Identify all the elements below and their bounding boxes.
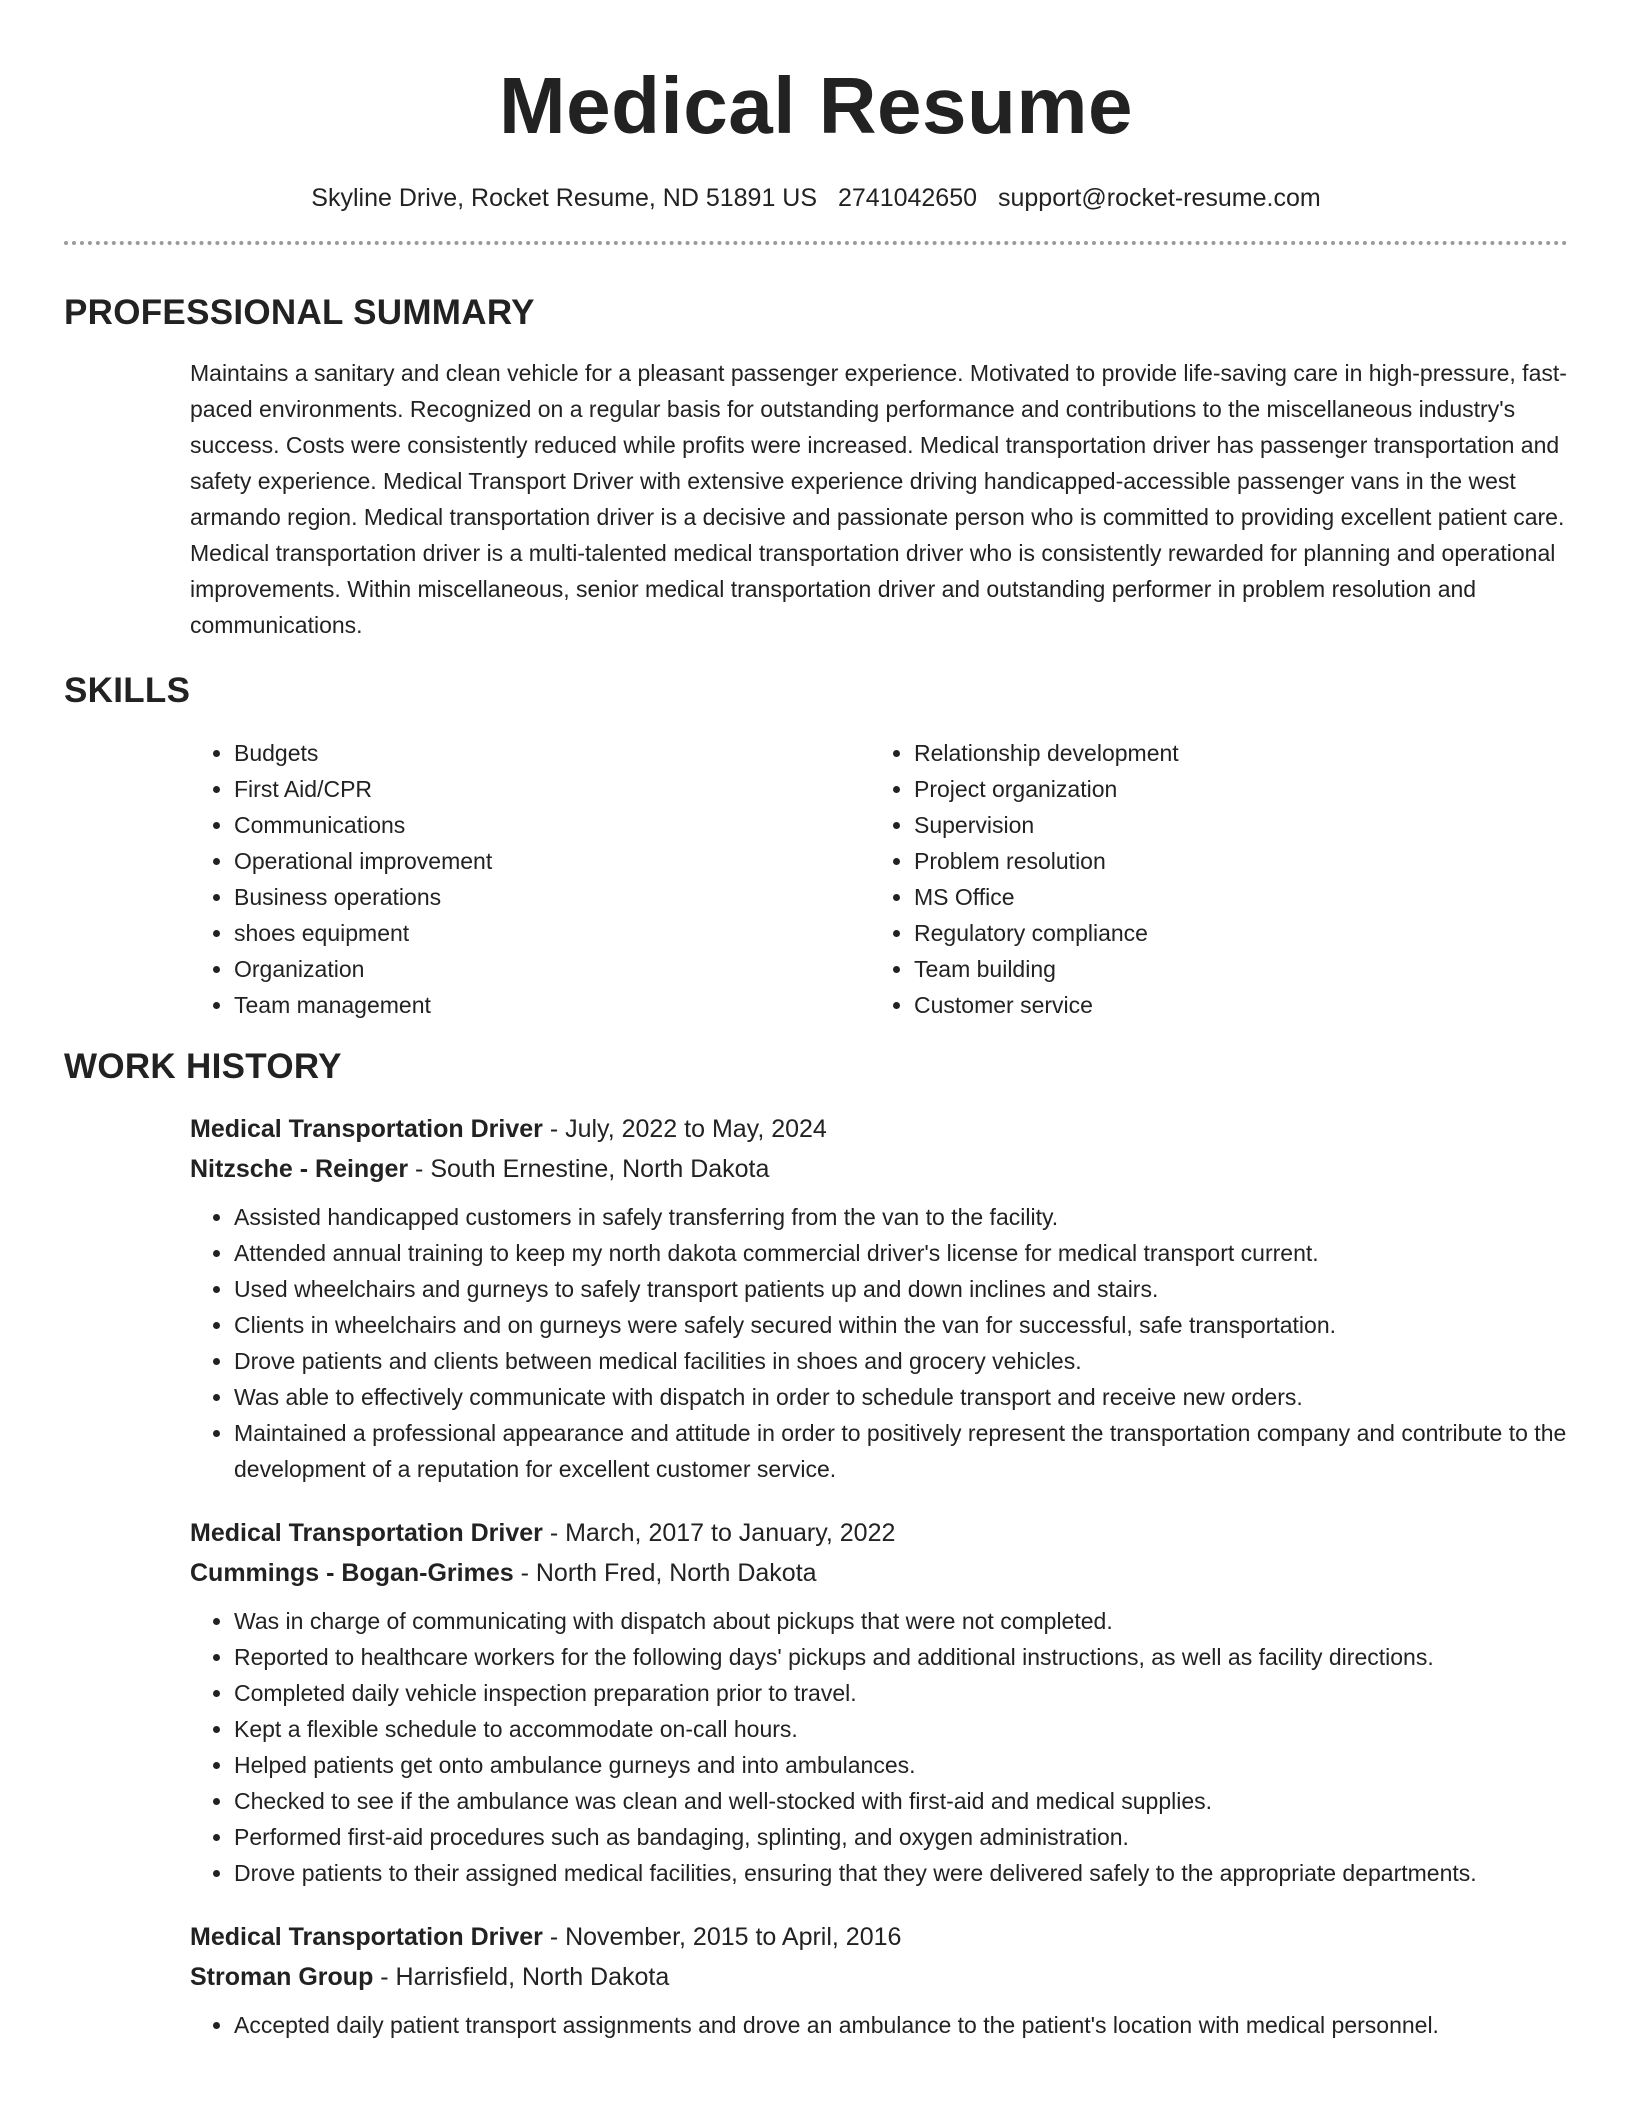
job-dates: - July, 2022 to May, 2024 xyxy=(542,1115,827,1143)
contact-line xyxy=(64,182,1568,214)
skill-item: • Organization xyxy=(234,951,870,987)
skill-item: • Operational improvement xyxy=(234,843,870,879)
job-bullet: • Drove patients to their assigned medical facilities, ensuring that they were delivered safely to the appropriate departments. xyxy=(234,1855,1568,1891)
skills-list-right xyxy=(870,735,1550,1023)
job-bullet: • Maintained a professional appearance and attitude in order to positively represent the transportation company and contribute to the development of a reputation for excellent customer service. xyxy=(234,1415,1568,1487)
job-entry xyxy=(190,1917,1568,2043)
job-title: Medical Transportation Driver xyxy=(190,1115,543,1143)
job-title: Medical Transportation Driver xyxy=(190,1923,543,1951)
skill-item: • Team management xyxy=(234,987,870,1023)
resume-page xyxy=(64,0,1568,2043)
job-bullet-list xyxy=(190,1603,1568,1891)
job-title: Medical Transportation Driver xyxy=(190,1519,543,1547)
skill-item: • Regulatory compliance xyxy=(914,915,1550,951)
work-history-heading: WORK HISTORY xyxy=(64,1047,342,1086)
skills-columns xyxy=(190,735,1568,1023)
skill-item: • Budgets xyxy=(234,735,870,771)
job-bullet-list xyxy=(190,2007,1568,2043)
job-company-line xyxy=(190,1149,1568,1189)
summary-heading: PROFESSIONAL SUMMARY xyxy=(64,293,535,332)
header-divider xyxy=(64,241,1568,245)
job-bullet: • Drove patients and clients between medical facilities in shoes and grocery vehicles. xyxy=(234,1343,1568,1379)
job-bullet: • Helped patients get onto ambulance gurneys and into ambulances. xyxy=(234,1747,1568,1783)
job-bullet: • Accepted daily patient transport assignments and drove an ambulance to the patient's location with medical personnel. xyxy=(234,2007,1568,2043)
work-history-section xyxy=(64,1045,1568,2043)
job-company: Stroman Group xyxy=(190,1963,374,1991)
job-bullet: • Kept a flexible schedule to accommodate on-call hours. xyxy=(234,1711,1568,1747)
summary-text: Maintains a sanitary and clean vehicle for a pleasant passenger experience. Motivated to provide life-saving care in high-pressure, fast-paced environments. Recognized on a regular basis for outstanding performance and contributions to the miscellaneous industry's success. Costs were consistently reduced while profits were increased. Medical transportation driver has passenger transportation and safety experience. Medical Transport Driver with extensive experience driving handicapped-accessible passenger vans in the west armando region. Medical transportation driver is a decisive and passionate person who is committed to providing excellent patient care. Medical transportation driver is a multi-talented medical transportation driver who is consistently rewarded for planning and operational improvements. Within miscellaneous, senior medical transportation driver and outstanding performer in problem resolution and communications. xyxy=(190,360,1567,638)
job-company: Cummings - Bogan-Grimes xyxy=(190,1559,514,1587)
job-company-line xyxy=(190,1957,1568,1997)
job-bullet: • Was able to effectively communicate with dispatch in order to schedule transport and receive new orders. xyxy=(234,1379,1568,1415)
job-entry xyxy=(190,1513,1568,1891)
job-title-line xyxy=(190,1109,1568,1149)
job-location: - South Ernestine, North Dakota xyxy=(408,1155,770,1183)
job-title-line xyxy=(190,1917,1568,1957)
job-bullet: • Was in charge of communicating with dispatch about pickups that were not completed. xyxy=(234,1603,1568,1639)
skill-item: • Team building xyxy=(914,951,1550,987)
job-bullet: • Reported to healthcare workers for the following days' pickups and additional instructions, as well as facility directions. xyxy=(234,1639,1568,1675)
job-entry xyxy=(190,1109,1568,1487)
skill-item: • MS Office xyxy=(914,879,1550,915)
skill-item: • Problem resolution xyxy=(914,843,1550,879)
job-bullet-list xyxy=(190,1199,1568,1487)
skill-item: • Supervision xyxy=(914,807,1550,843)
contact-email: support@rocket-resume.com xyxy=(997,184,1321,212)
skills-list-left xyxy=(190,735,870,1023)
skill-item: • Project organization xyxy=(914,771,1550,807)
job-bullet: • Clients in wheelchairs and on gurneys were safely secured within the van for successful, safe transportation. xyxy=(234,1307,1568,1343)
job-bullet: • Attended annual training to keep my north dakota commercial driver's license for medical transport current. xyxy=(234,1235,1568,1271)
skill-item: • Business operations xyxy=(234,879,870,915)
skill-item: • Customer service xyxy=(914,987,1550,1023)
job-company: Nitzsche - Reinger xyxy=(190,1155,409,1183)
skill-item: • Relationship development xyxy=(914,735,1550,771)
job-bullet: • Assisted handicapped customers in safely transferring from the van to the facility. xyxy=(234,1199,1568,1235)
contact-phone: 2741042650 xyxy=(837,184,978,212)
job-bullet: • Performed first-aid procedures such as bandaging, splinting, and oxygen administration. xyxy=(234,1819,1568,1855)
job-location: - Harrisfield, North Dakota xyxy=(373,1963,670,1991)
job-dates: - November, 2015 to April, 2016 xyxy=(542,1923,902,1951)
job-location: - North Fred, North Dakota xyxy=(513,1559,817,1587)
job-bullet: • Used wheelchairs and gurneys to safely transport patients up and down inclines and stairs. xyxy=(234,1271,1568,1307)
job-dates: - March, 2017 to January, 2022 xyxy=(542,1519,896,1547)
skill-item: • Communications xyxy=(234,807,870,843)
job-title-line xyxy=(190,1513,1568,1553)
skills-heading: SKILLS xyxy=(64,671,191,710)
summary-section xyxy=(64,291,1568,643)
job-bullet: • Checked to see if the ambulance was clean and well-stocked with first-aid and medical supplies. xyxy=(234,1783,1568,1819)
skill-item: • shoes equipment xyxy=(234,915,870,951)
job-bullet: • Completed daily vehicle inspection preparation prior to travel. xyxy=(234,1675,1568,1711)
contact-address: Skyline Drive, Rocket Resume, ND 51891 US xyxy=(311,184,818,212)
skill-item: • First Aid/CPR xyxy=(234,771,870,807)
skills-section xyxy=(64,669,1568,1023)
resume-title: Medical Resume xyxy=(499,61,1133,150)
job-company-line xyxy=(190,1553,1568,1593)
